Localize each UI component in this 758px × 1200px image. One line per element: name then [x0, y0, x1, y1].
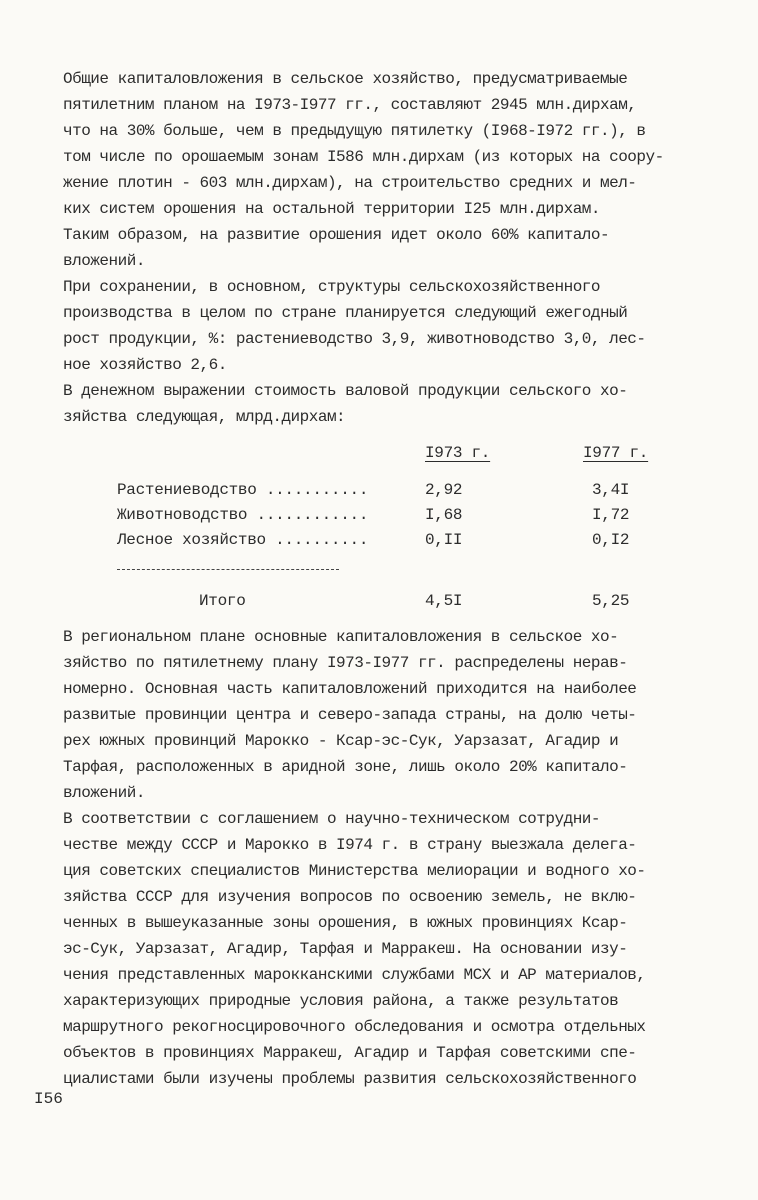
text-line: номерно. Основная часть капиталовложений приходится на наиболее — [63, 680, 637, 698]
text-line: том числе по орошаемым зонам I586 млн.дирхам (из которых на соору- — [63, 148, 664, 166]
cell-1973: I,68 — [425, 506, 463, 524]
text-line: вложений. — [63, 784, 145, 802]
text-line: вложений. — [63, 252, 145, 270]
text-line: жение плотин - 603 млн.дирхам), на строительство средних и мел- — [63, 174, 637, 192]
text-line: В соответствии с соглашением о научно-техническом сотрудни- — [63, 810, 600, 828]
text-line: зяйство по пятилетнему плану I973-I977 гг. распределены нерав- — [63, 654, 628, 672]
column-header-1977: I977 г. — [583, 444, 649, 462]
text-line: характеризующих природные условия района, а также результатов — [63, 992, 619, 1010]
text-line: честве между СССР и Марокко в I974 г. в страну выезжала делега- — [63, 836, 637, 854]
text-line: маршрутного рекогносцировочного обследования и осмотра отдельных — [63, 1018, 646, 1036]
cell-1973: 2,92 — [425, 481, 463, 499]
text-line: развитые провинции центра и северо-запада страны, на долю четы- — [63, 706, 637, 724]
text-line: чения представленных марокканскими службами МСХ и АР материалов, — [63, 966, 646, 984]
text-line: ченных в вышеуказанные зоны орошения, в южных провинциях Ксар- — [63, 914, 628, 932]
text-line: ное хозяйство 2,6. — [63, 356, 227, 374]
cell-1977: I,72 — [592, 506, 630, 524]
cell-1977: 3,4I — [592, 481, 630, 499]
text-line: пятилетним планом на I973-I977 гг., составляют 2945 млн.дирхам, — [63, 96, 637, 114]
text-line: зяйства следующая, млрд.дирхам: — [63, 408, 346, 426]
table-divider — [117, 569, 339, 570]
text-line: объектов в провинциях Марракеш, Агадир и Тарфая советскими спе- — [63, 1044, 637, 1062]
text-line: эс-Сук, Уарзазат, Агадир, Тарфая и Марракеш. На основании изу- — [63, 940, 628, 958]
text-line: зяйства СССР для изучения вопросов по освоению земель, не вклю- — [63, 888, 637, 906]
text-line: Тарфая, расположенных в аридной зоне, лишь около 20% капитало- — [63, 758, 628, 776]
column-header-1973: I973 г. — [425, 444, 491, 462]
total-label: Итого — [199, 592, 246, 610]
text-line: В региональном плане основные капиталовложения в сельское хо- — [63, 628, 619, 646]
total-1977: 5,25 — [592, 592, 630, 610]
text-line: производства в целом по стране планируется следующий ежегодный — [63, 304, 628, 322]
text-line: Таким образом, на развитие орошения идет около 60% капитало- — [63, 226, 610, 244]
text-line: ких систем орошения на остальной территории I25 млн.дирхам. — [63, 200, 600, 218]
text-line: рех южных провинций Марокко - Ксар-эс-Сук, Уарзазат, Агадир и — [63, 732, 619, 750]
total-1973: 4,5I — [425, 592, 463, 610]
text-line: циалистами были изучены проблемы развития сельскохозяйственного — [63, 1070, 637, 1088]
cell-1973: 0,II — [425, 531, 463, 549]
cell-1977: 0,I2 — [592, 531, 630, 549]
row-label: Животноводство ............ — [117, 506, 369, 524]
page-number: I56 — [34, 1090, 63, 1108]
text-line: ция советских специалистов Министерства мелиорации и водного хо- — [63, 862, 646, 880]
text-line: При сохранении, в основном, структуры сельскохозяйственного — [63, 278, 600, 296]
text-line: Общие капиталовложения в сельское хозяйство, предусматриваемые — [63, 70, 628, 88]
text-line: рост продукции, %: растениеводство 3,9, животноводство 3,0, лес- — [63, 330, 646, 348]
row-label: Лесное хозяйство .......... — [117, 531, 369, 549]
text-line: что на 30% больше, чем в предыдущую пятилетку (I968-I972 гг.), в — [63, 122, 646, 140]
text-line: В денежном выражении стоимость валовой продукции сельского хо- — [63, 382, 628, 400]
row-label: Растениеводство ........... — [117, 481, 369, 499]
